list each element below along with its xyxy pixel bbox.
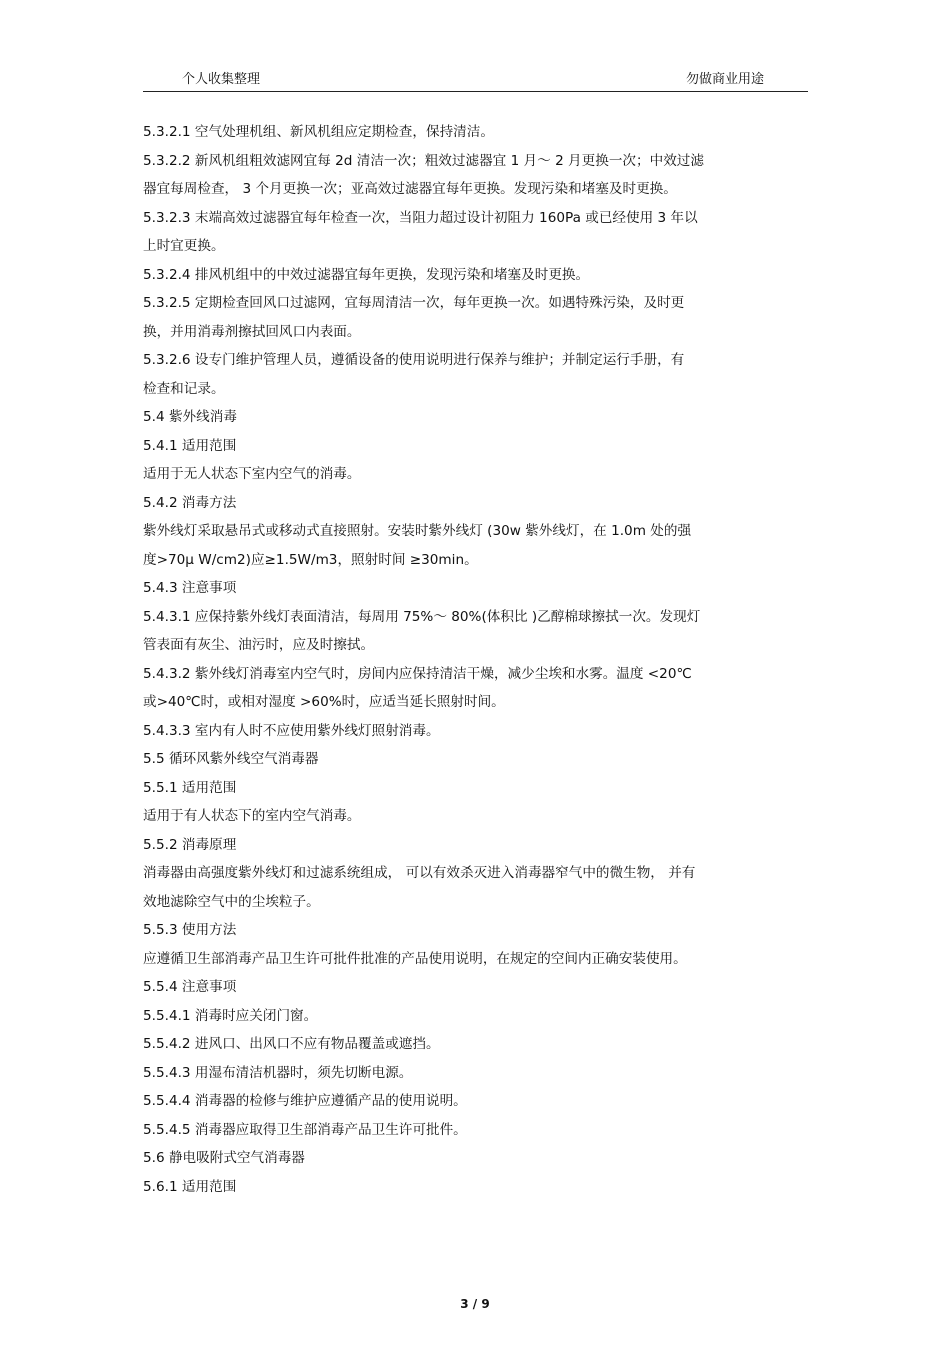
paragraph-line: 5.5.4.1 消毒时应关闭门窗。: [143, 1007, 318, 1024]
header-left-text: 个人收集整理: [182, 72, 261, 87]
subsection-heading: 5.6.1 适用范围: [143, 1178, 237, 1195]
paragraph-line: 5.4.3.3 室内有人时不应使用紫外线灯照射消毒。: [143, 722, 440, 739]
paragraph-line: 5.4.3.1 应保持紫外线灯表面清洁，每周用 75%～ 80%(体积比 )乙醇棉球擦拭一次。发现灯: [143, 608, 701, 625]
document-body: [143, 118, 808, 1201]
paragraph-line: 效地滤除空气中的尘埃粒子。: [143, 893, 320, 910]
paragraph-line: 5.3.2.3 末端高效过滤器宜每年检查一次，当阻力超过设计初阻力 160Pa 或已经使用 3 年以: [143, 209, 698, 226]
subsection-heading: 5.5.4 注意事项: [143, 979, 237, 995]
subsection-heading: 5.4.1 适用范围: [143, 437, 237, 454]
paragraph-line: 换，并用消毒剂擦拭回风口内表面。: [143, 323, 361, 340]
paragraph-line: 消毒器由高强度紫外线灯和过滤系统组成， 可以有效杀灭进入消毒器窄气中的微生物， 并有: [143, 865, 696, 881]
paragraph-line: 上时宜更换。: [143, 238, 225, 254]
page-number: 3 / 9: [460, 1297, 490, 1311]
paragraph-line: 5.3.2.2 新风机组粗效滤网宜每 2d 清洁一次；粗效过滤器宜 1 月～ 2 月更换一次；中效过滤: [143, 152, 704, 169]
paragraph-line: 5.5.4.5 消毒器应取得卫生部消毒产品卫生许可批件。: [143, 1121, 467, 1138]
paragraph-line: 检查和记录。: [143, 380, 225, 397]
subsection-heading: 5.5.1 适用范围: [143, 779, 237, 796]
header-divider: [143, 91, 808, 92]
section-heading: 5.4 紫外线消毒: [143, 409, 237, 425]
paragraph-line: 5.3.2.6 设专门维护管理人员，遵循设备的使用说明进行保养与维护；并制定运行手册，有: [143, 352, 685, 368]
paragraph-line: 适用于有人状态下的室内空气消毒。: [143, 808, 361, 824]
paragraph-line: 5.5.4.3 用湿布清洁机器时，须先切断电源。: [143, 1064, 413, 1081]
section-heading: 5.6 静电吸附式空气消毒器: [143, 1150, 305, 1166]
paragraph-line: 器宜每周检查， 3 个月更换一次；亚高效过滤器宜每年更换。发现污染和堵塞及时更换。: [143, 181, 677, 197]
paragraph-line: 5.5.4.2 进风口、出风口不应有物品覆盖或遮挡。: [143, 1036, 440, 1052]
paragraph-line: 应遵循卫生部消毒产品卫生许可批件批准的产品使用说明，在规定的空间内正确安装使用。: [143, 950, 687, 967]
subsection-heading: 5.5.2 消毒原理: [143, 836, 237, 853]
paragraph-line: 紫外线灯采取悬吊式或移动式直接照射。安装时紫外线灯 (30w 紫外线灯，在 1.0m 处的强: [143, 523, 692, 539]
paragraph-line: 5.4.3.2 紫外线灯消毒室内空气时，房间内应保持清洁干燥，减少尘埃和水雾。温度 <20℃: [143, 665, 692, 682]
paragraph-line: 5.3.2.4 排风机组中的中效过滤器宜每年更换，发现污染和堵塞及时更换。: [143, 266, 590, 283]
paragraph-line: 管表面有灰尘、油污时，应及时擦拭。: [143, 637, 375, 653]
paragraph-line: 5.3.2.5 定期检查回风口过滤网，宜每周清洁一次，每年更换一次。如遇特殊污染，及时更: [143, 295, 685, 311]
subsection-heading: 5.4.2 消毒方法: [143, 494, 237, 511]
section-heading: 5.5 循环风紫外线空气消毒器: [143, 751, 319, 767]
subsection-heading: 5.5.3 使用方法: [143, 922, 237, 938]
subsection-heading: 5.4.3 注意事项: [143, 580, 237, 596]
paragraph-line: 5.3.2.1 空气处理机组、新风机组应定期检查，保持清洁。: [143, 124, 494, 140]
header-right-text: 勿做商业用途: [685, 72, 764, 87]
paragraph-line: 或>40℃时，或相对湿度 >60%时，应适当延长照射时间。: [143, 694, 505, 710]
paragraph-line: 适用于无人状态下室内空气的消毒。: [143, 466, 361, 482]
paragraph-line: 度>70μ W/cm2)应≥1.5W/m3，照射时间 ≥30min。: [143, 551, 478, 568]
paragraph-line: 5.5.4.4 消毒器的检修与维护应遵循产品的使用说明。: [143, 1093, 467, 1109]
